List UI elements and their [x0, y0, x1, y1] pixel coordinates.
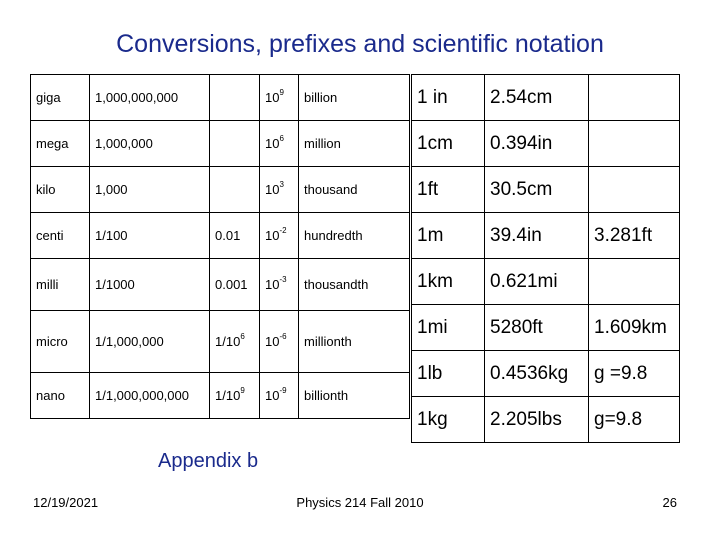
- footer-course: Physics 214 Fall 2010: [296, 495, 424, 510]
- prefix-value: 1/1,000,000: [90, 311, 210, 373]
- prefix-name: micro: [31, 311, 90, 373]
- prefix-word: hundredth: [299, 213, 410, 259]
- table-row: [412, 121, 680, 167]
- conversion-extra: g=9.8: [589, 397, 680, 443]
- conversion-from: 1cm: [412, 121, 485, 167]
- conversion-extra: [589, 121, 680, 167]
- prefix-name: kilo: [31, 167, 90, 213]
- table-row: [31, 121, 410, 167]
- table-row: [412, 397, 680, 443]
- table-row: [412, 351, 680, 397]
- prefix-power: $10^{-2}$: [260, 213, 299, 259]
- conversion-extra: [589, 75, 680, 121]
- prefix-value: 1/100: [90, 213, 210, 259]
- prefix-decimal: 0.01: [210, 213, 260, 259]
- appendix-label: Appendix b: [158, 450, 259, 472]
- prefix-power: $10^3$: [260, 167, 299, 213]
- prefix-value: 1,000,000: [90, 121, 210, 167]
- prefix-word: million: [299, 121, 410, 167]
- conversion-extra: 3.281ft: [589, 213, 680, 259]
- conversion-from: 1kg: [412, 397, 485, 443]
- prefix-value: 1/1000: [90, 259, 210, 311]
- conversion-from: 1m: [412, 213, 485, 259]
- prefix-decimal: $1/10^6$: [210, 311, 260, 373]
- conversion-extra: g =9.8: [589, 351, 680, 397]
- conversion-to: 39.4in: [485, 213, 589, 259]
- conversion-extra: [589, 167, 680, 213]
- prefix-name: mega: [31, 121, 90, 167]
- conversion-to: 0.621mi: [485, 259, 589, 305]
- table-row: [31, 213, 410, 259]
- table-row: [31, 167, 410, 213]
- prefix-power: $10^{-6}$: [260, 311, 299, 373]
- prefix-power: $10^{-3}$: [260, 259, 299, 311]
- prefix-power: $10^6$: [260, 121, 299, 167]
- prefix-power: $10^9$: [260, 75, 299, 121]
- conversion-to: 0.4536kg: [485, 351, 589, 397]
- conversion-from: 1ft: [412, 167, 485, 213]
- prefix-word: billion: [299, 75, 410, 121]
- prefix-decimal: [210, 121, 260, 167]
- prefix-power: $10^{-9}$: [260, 373, 299, 419]
- conversion-to: 2.205lbs: [485, 397, 589, 443]
- conversion-from: 1mi: [412, 305, 485, 351]
- table-row: [412, 75, 680, 121]
- conversion-to: 30.5cm: [485, 167, 589, 213]
- conversion-extra: 1.609km: [589, 305, 680, 351]
- table-row: [31, 259, 410, 311]
- prefix-word: millionth: [299, 311, 410, 373]
- conversion-to: 5280ft: [485, 305, 589, 351]
- conversion-to: 0.394in: [485, 121, 589, 167]
- table-row: [31, 373, 410, 419]
- footer-page-number: 26: [662, 495, 677, 510]
- table-row: [412, 305, 680, 351]
- prefix-word: billionth: [299, 373, 410, 419]
- table-row: [412, 259, 680, 305]
- prefix-decimal: [210, 75, 260, 121]
- conversion-from: 1km: [412, 259, 485, 305]
- slide-title: Conversions, prefixes and scientific notation: [116, 30, 604, 58]
- conversion-from: 1 in: [412, 75, 485, 121]
- conversion-from: 1lb: [412, 351, 485, 397]
- prefix-word: thousand: [299, 167, 410, 213]
- table-row: [412, 167, 680, 213]
- table-row: [412, 213, 680, 259]
- prefix-value: 1,000: [90, 167, 210, 213]
- prefix-name: giga: [31, 75, 90, 121]
- conversion-table: [411, 74, 680, 443]
- prefix-word: thousandth: [299, 259, 410, 311]
- prefix-decimal: 0.001: [210, 259, 260, 311]
- prefix-value: 1/1,000,000,000: [90, 373, 210, 419]
- prefix-name: milli: [31, 259, 90, 311]
- conversion-extra: [589, 259, 680, 305]
- prefix-value: 1,000,000,000: [90, 75, 210, 121]
- conversion-to: 2.54cm: [485, 75, 589, 121]
- prefix-table: [30, 74, 410, 419]
- prefix-decimal: $1/10^9$: [210, 373, 260, 419]
- footer-date: 12/19/2021: [33, 495, 99, 510]
- prefix-decimal: [210, 167, 260, 213]
- prefix-name: nano: [31, 373, 90, 419]
- table-row: [31, 75, 410, 121]
- prefix-name: centi: [31, 213, 90, 259]
- table-row: [31, 311, 410, 373]
